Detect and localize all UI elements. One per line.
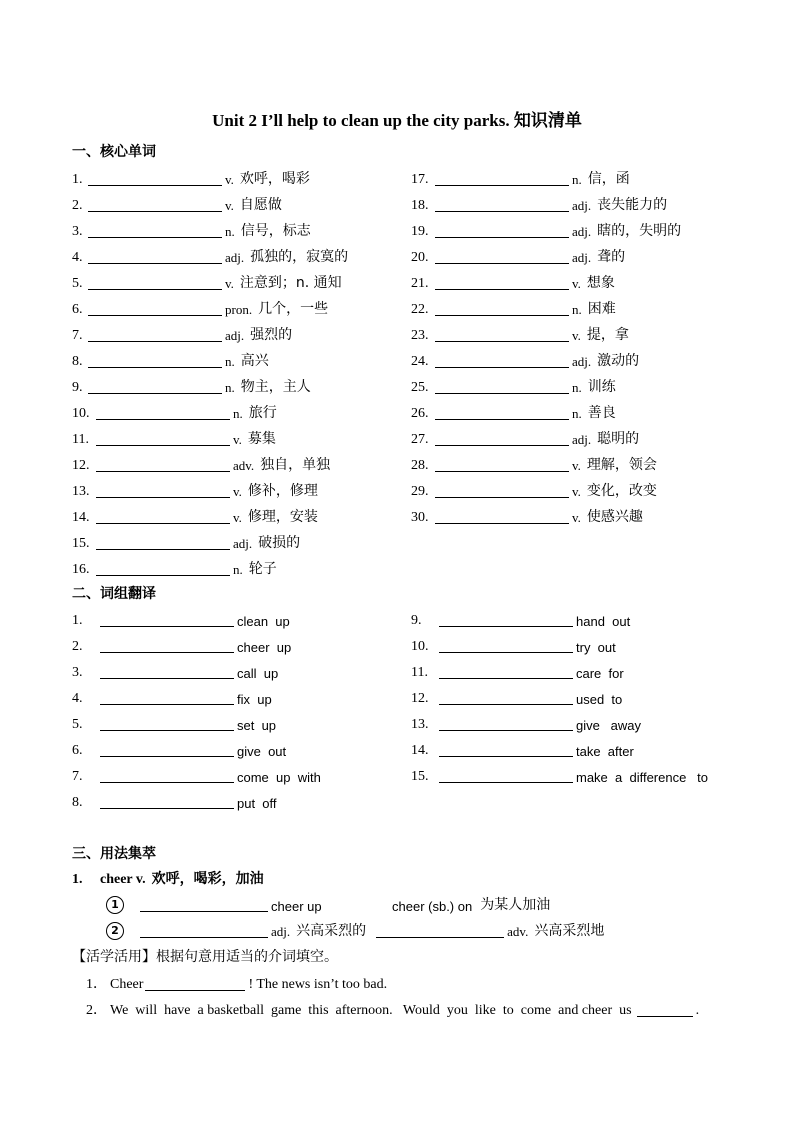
question-text: . — [695, 1003, 700, 1018]
word-row — [72, 244, 348, 266]
word-meaning: 几个，一些 — [258, 301, 329, 317]
word-meaning: 想象 — [586, 275, 615, 291]
word-number: 10. — [72, 406, 90, 421]
part-of-speech: n. — [572, 302, 582, 317]
word-meaning: 注意到；n. 通知 — [239, 275, 342, 291]
word-row — [72, 452, 330, 474]
answer-blank[interactable] — [435, 195, 569, 212]
part-of-speech: n. — [233, 406, 243, 421]
word-number: 6. — [72, 302, 83, 317]
word-row — [411, 244, 625, 266]
word-row — [411, 400, 616, 422]
answer-blank[interactable] — [100, 714, 234, 731]
phrase-number: 7. — [72, 769, 83, 784]
phrase-row — [411, 659, 624, 681]
word-row — [411, 478, 657, 500]
answer-blank[interactable] — [100, 662, 234, 679]
part-of-speech: pron. — [225, 302, 253, 317]
answer-blank[interactable] — [435, 299, 569, 316]
word-number: 12. — [72, 458, 90, 473]
answer-blank[interactable] — [637, 1000, 693, 1017]
word-row — [411, 374, 616, 396]
question-number: 2． — [86, 1003, 107, 1018]
word-row — [72, 270, 342, 292]
part-of-speech: v. — [233, 484, 242, 499]
word-row — [72, 400, 277, 422]
word-number: 11. — [72, 432, 89, 447]
answer-blank[interactable] — [439, 636, 573, 653]
part-of-speech: adj. — [572, 250, 592, 265]
part-of-speech: v. — [572, 484, 581, 499]
word-meaning: 瞎的，失明的 — [597, 223, 682, 239]
phrase-number: 6. — [72, 743, 83, 758]
part-of-speech: n. — [572, 172, 582, 187]
word-meaning: 变化，改变 — [586, 483, 657, 499]
phrase-row — [72, 659, 278, 681]
question-text: We will have a basketball game this afternoon. Would you like to come and cheer us — [110, 1003, 632, 1018]
part-of-speech: n. — [572, 380, 582, 395]
phrase-text: set up — [237, 718, 277, 733]
usage-phrase-cheer-up: cheer up — [271, 899, 322, 914]
answer-blank[interactable] — [435, 481, 569, 498]
phrase-number: 2. — [72, 639, 83, 654]
answer-blank[interactable] — [100, 610, 234, 627]
usage-item-meaning: 欢呼，喝彩，加油 — [151, 871, 264, 887]
answer-blank[interactable] — [88, 247, 222, 264]
word-number: 28. — [411, 458, 429, 473]
part-of-speech: n. — [572, 406, 582, 421]
part-of-speech: v. — [572, 328, 581, 343]
word-row — [72, 504, 318, 526]
answer-blank[interactable] — [145, 974, 245, 991]
word-row — [411, 192, 667, 214]
word-number: 24. — [411, 354, 429, 369]
word-meaning: 高兴 — [240, 353, 269, 369]
word-number: 18. — [411, 198, 429, 213]
circled-number-1-icon: 1 — [106, 896, 124, 914]
part-of-speech: adv. — [507, 924, 529, 939]
word-meaning: 信号，标志 — [240, 223, 311, 239]
part-of-speech: adv. — [233, 458, 255, 473]
word-number: 21. — [411, 276, 429, 291]
word-number: 27. — [411, 432, 429, 447]
part-of-speech: v. — [233, 510, 242, 525]
word-meaning: 兴高采烈的 — [296, 923, 367, 939]
word-number: 29. — [411, 484, 429, 499]
word-meaning: 强烈的 — [250, 327, 293, 343]
word-meaning: 旅行 — [248, 405, 277, 421]
word-row — [411, 426, 639, 448]
phrase-number: 13. — [411, 717, 429, 732]
word-row — [411, 348, 639, 370]
answer-blank[interactable] — [96, 429, 230, 446]
phrase-text: care for — [576, 666, 624, 681]
answer-blank[interactable] — [96, 403, 230, 420]
part-of-speech: n. — [225, 224, 235, 239]
phrase-text: used to — [576, 692, 623, 707]
word-number: 13. — [72, 484, 90, 499]
answer-blank[interactable] — [88, 169, 222, 186]
section-heading-phrases: 二、词组翻译 — [72, 586, 156, 602]
answer-blank[interactable] — [88, 299, 222, 316]
word-number: 3. — [72, 224, 83, 239]
word-number: 20. — [411, 250, 429, 265]
answer-blank[interactable] — [100, 792, 234, 809]
answer-blank[interactable] — [439, 688, 573, 705]
phrase-row — [72, 763, 321, 785]
section-heading-core-words: 一、核心单词 — [72, 144, 156, 160]
word-number: 16. — [72, 562, 90, 577]
part-of-speech: n. — [225, 380, 235, 395]
phrase-text: call up — [237, 666, 279, 681]
word-number: 15. — [72, 536, 90, 551]
phrase-row — [411, 633, 616, 655]
word-row — [72, 192, 282, 214]
word-number: 22. — [411, 302, 429, 317]
word-row — [72, 530, 300, 552]
word-row — [72, 426, 276, 448]
word-number: 17. — [411, 172, 429, 187]
word-row — [411, 452, 657, 474]
answer-blank[interactable] — [100, 688, 234, 705]
word-row — [72, 322, 292, 344]
part-of-speech: v. — [225, 276, 234, 291]
phrase-text: try out — [576, 640, 616, 655]
answer-blank[interactable] — [96, 533, 230, 550]
word-meaning: 丧失能力的 — [597, 197, 668, 213]
word-meaning: 破损的 — [258, 535, 301, 551]
answer-blank[interactable] — [88, 195, 222, 212]
word-meaning: 独自，单独 — [260, 457, 331, 473]
word-meaning: 孤独的，寂寞的 — [250, 249, 349, 265]
answer-blank[interactable] — [88, 377, 222, 394]
answer-blank[interactable] — [96, 455, 230, 472]
circled-number-2-icon: 2 — [106, 922, 124, 940]
part-of-speech: n. — [225, 354, 235, 369]
word-row — [72, 556, 277, 578]
answer-blank[interactable] — [439, 714, 573, 731]
word-number: 30. — [411, 510, 429, 525]
answer-blank[interactable] — [435, 247, 569, 264]
phrase-row — [411, 685, 622, 707]
answer-blank[interactable] — [88, 325, 222, 342]
word-number: 4. — [72, 250, 83, 265]
word-meaning: 自愿做 — [239, 197, 282, 213]
phrase-row — [411, 737, 634, 759]
phrase-row — [72, 685, 272, 707]
word-row — [72, 348, 269, 370]
word-number: 7. — [72, 328, 83, 343]
part-of-speech: adj. — [572, 198, 592, 213]
phrase-number: 5. — [72, 717, 83, 732]
part-of-speech: v. — [225, 172, 234, 187]
usage-phrase-cheer-on-meaning: 为某人加油 — [480, 897, 551, 913]
phrase-text: take after — [576, 744, 634, 759]
phrase-number: 3. — [72, 665, 83, 680]
phrase-number: 8. — [72, 795, 83, 810]
answer-blank[interactable] — [96, 481, 230, 498]
usage-item-number: 1. — [72, 872, 83, 887]
answer-blank[interactable] — [435, 377, 569, 394]
answer-blank[interactable] — [100, 740, 234, 757]
answer-blank[interactable] — [376, 921, 504, 938]
word-meaning: 理解，领会 — [586, 457, 657, 473]
word-number: 1. — [72, 172, 83, 187]
usage-item-cheer — [72, 866, 264, 888]
part-of-speech: v. — [572, 458, 581, 473]
answer-blank[interactable] — [439, 662, 573, 679]
word-number: 9. — [72, 380, 83, 395]
word-row — [411, 166, 630, 188]
phrase-row — [72, 737, 286, 759]
part-of-speech: v. — [572, 276, 581, 291]
phrase-number: 12. — [411, 691, 429, 706]
word-row — [72, 478, 318, 500]
word-number: 26. — [411, 406, 429, 421]
word-meaning: 提，拿 — [586, 327, 629, 343]
word-row — [72, 374, 311, 396]
phrase-text: put off — [237, 796, 277, 811]
word-meaning: 修理，安装 — [247, 509, 318, 525]
answer-blank[interactable] — [439, 610, 573, 627]
phrase-text: make a difference to — [576, 770, 708, 785]
phrase-number: 4. — [72, 691, 83, 706]
section-heading-usage: 三、用法集萃 — [72, 846, 156, 862]
phrase-number: 14. — [411, 743, 429, 758]
answer-blank[interactable] — [435, 221, 569, 238]
phrase-row — [411, 763, 708, 785]
usage-phrase-cheer-on: cheer (sb.) on — [392, 899, 473, 914]
answer-blank[interactable] — [88, 273, 222, 290]
part-of-speech: v. — [233, 432, 242, 447]
word-meaning: 聪明的 — [597, 431, 640, 447]
word-number: 5. — [72, 276, 83, 291]
phrase-text: give away — [576, 718, 642, 733]
word-meaning: 信，函 — [587, 171, 630, 187]
part-of-speech: adj. — [271, 924, 291, 939]
part-of-speech: adj. — [572, 224, 592, 239]
practice-question-2 — [86, 997, 699, 1019]
word-meaning: 欢呼，喝彩 — [239, 171, 310, 187]
phrase-number: 15. — [411, 769, 429, 784]
phrase-number: 1. — [72, 613, 83, 628]
phrase-row — [411, 711, 641, 733]
part-of-speech: adj. — [233, 536, 253, 551]
phrase-text: give out — [237, 744, 287, 759]
part-of-speech: adj. — [225, 250, 245, 265]
word-meaning: 兴高采烈地 — [534, 923, 605, 939]
phrase-row — [72, 607, 290, 629]
word-meaning: 困难 — [587, 301, 616, 317]
phrase-row — [72, 633, 291, 655]
answer-blank[interactable] — [435, 403, 569, 420]
word-meaning: 修补，修理 — [247, 483, 318, 499]
phrase-row — [72, 789, 277, 811]
phrase-row — [411, 607, 630, 629]
word-number: 23. — [411, 328, 429, 343]
word-meaning: 物主，主人 — [240, 379, 311, 395]
answer-blank[interactable] — [140, 895, 268, 912]
word-number: 2. — [72, 198, 83, 213]
answer-blank[interactable] — [435, 351, 569, 368]
phrase-text: hand out — [576, 614, 631, 629]
word-number: 19. — [411, 224, 429, 239]
phrase-number: 9. — [411, 613, 422, 628]
word-row — [411, 504, 643, 526]
word-meaning: 聋的 — [597, 249, 626, 265]
answer-blank[interactable] — [435, 507, 569, 524]
word-meaning: 激动的 — [597, 353, 640, 369]
word-meaning: 使感兴趣 — [586, 509, 643, 525]
answer-blank[interactable] — [100, 766, 234, 783]
word-meaning: 善良 — [587, 405, 616, 421]
phrase-number: 10. — [411, 639, 429, 654]
answer-blank[interactable] — [439, 740, 573, 757]
phrase-row — [72, 711, 276, 733]
usage-sub-row-1 — [106, 892, 550, 914]
phrase-number: 11. — [411, 665, 428, 680]
answer-blank[interactable] — [435, 169, 569, 186]
word-meaning: 募集 — [247, 431, 276, 447]
answer-blank[interactable] — [96, 559, 230, 576]
word-number: 14. — [72, 510, 90, 525]
word-row — [72, 218, 311, 240]
word-row — [72, 166, 310, 188]
part-of-speech: adj. — [572, 354, 592, 369]
answer-blank[interactable] — [96, 507, 230, 524]
answer-blank[interactable] — [435, 455, 569, 472]
word-meaning: 训练 — [587, 379, 616, 395]
word-number: 25. — [411, 380, 429, 395]
word-row — [411, 322, 629, 344]
part-of-speech: v. — [225, 198, 234, 213]
word-row — [411, 296, 616, 318]
answer-blank[interactable] — [439, 766, 573, 783]
phrase-text: clean up — [237, 614, 290, 629]
practice-title: 【活学活用】根据句意用适当的介词填空。 — [72, 949, 338, 965]
phrase-text: fix up — [237, 692, 272, 707]
usage-item-word: cheer v. — [100, 872, 146, 887]
answer-blank[interactable] — [88, 221, 222, 238]
question-text: ! The news isn’t too bad. — [248, 977, 388, 992]
phrase-text: cheer up — [237, 640, 292, 655]
word-row — [72, 296, 328, 318]
word-meaning: 轮子 — [248, 561, 277, 577]
practice-instructions — [72, 944, 338, 966]
phrase-text: come up with — [237, 770, 321, 785]
part-of-speech: adj. — [225, 328, 245, 343]
answer-blank[interactable] — [140, 921, 268, 938]
answer-blank[interactable] — [435, 273, 569, 290]
question-number: 1． — [86, 977, 107, 992]
word-row — [411, 218, 681, 240]
practice-question-1 — [86, 971, 387, 993]
page-title: Unit 2 I’ll help to clean up the city parks. 知识清单 — [212, 111, 582, 130]
answer-blank[interactable] — [435, 429, 569, 446]
word-number: 8. — [72, 354, 83, 369]
part-of-speech: adj. — [572, 432, 592, 447]
part-of-speech: n. — [233, 562, 243, 577]
usage-sub-row-2 — [106, 918, 604, 940]
answer-blank[interactable] — [88, 351, 222, 368]
word-row — [411, 270, 615, 292]
part-of-speech: v. — [572, 510, 581, 525]
answer-blank[interactable] — [100, 636, 234, 653]
question-text: Cheer — [110, 977, 144, 992]
answer-blank[interactable] — [435, 325, 569, 342]
